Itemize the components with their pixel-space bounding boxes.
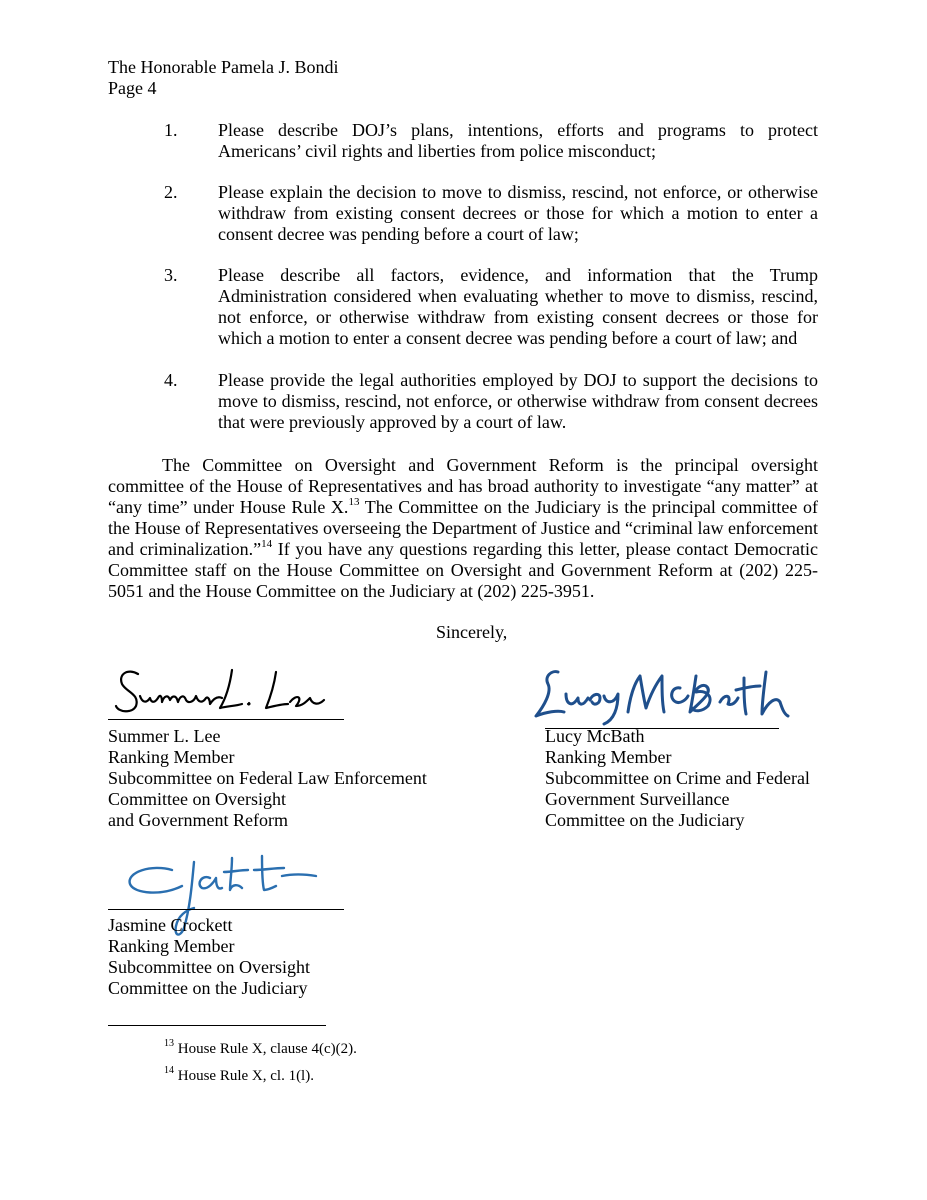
addressee-line: The Honorable Pamela J. Bondi [108, 57, 339, 77]
page-number: Page 4 [108, 78, 157, 98]
request-number: 3. [164, 265, 178, 285]
signatory-committee-cont: and Government Reform [108, 810, 288, 830]
footnote-text: House Rule X, cl. 1(l). [174, 1068, 314, 1084]
footnote-number: 13 [164, 1038, 174, 1049]
signature-mcbath [530, 662, 792, 730]
signatory-committee: Committee on Oversight [108, 789, 286, 809]
signatory-committee: Committee on the Judiciary [545, 810, 745, 830]
signatory-name: Jasmine Crockett [108, 915, 233, 935]
body-text-3: If you have any questions regarding this letter, please contact Democratic Committee staff on the House Committee on Oversight and Government Reform at (202) 225-5051 and the House Committee on the Judiciary at (202) 225-3951. [108, 539, 818, 601]
body-paragraph [108, 455, 818, 602]
request-text: Please explain the decision to move to dismiss, rescind, not enforce, or otherwise withdraw from existing consent decrees or those for which a motion to enter a consent decree was pending before a court of law; [218, 182, 818, 244]
footnote-number: 14 [164, 1065, 174, 1076]
request-text: Please describe DOJ’s plans, intentions, efforts and programs to protect Americans’ civil rights and liberties from police misconduct; [218, 120, 818, 161]
request-number: 1. [164, 120, 178, 140]
footnote-14 [164, 1065, 314, 1085]
body-text-1: The Committee on Oversight and Government Reform is the principal oversight committee of the House of Representatives and has broad authority to investigate “any matter” at “any time” under House Rule X. [108, 455, 818, 517]
footnote-ref-13: 13 [348, 496, 360, 508]
signatory-lee [108, 726, 427, 831]
request-text: Please provide the legal authorities employed by DOJ to support the decisions to move to dismiss, rescind, not enforce, or otherwise withdraw from consent decrees that were previously approved by a court of law. [218, 370, 818, 432]
signatory-title: Ranking Member [545, 747, 672, 767]
signatory-committee: Committee on the Judiciary [108, 978, 308, 998]
footnote-13 [164, 1038, 357, 1058]
signatory-subcommittee: Subcommittee on Federal Law Enforcement [108, 768, 427, 788]
signature-line-lee [108, 719, 344, 720]
signatory-mcbath [545, 726, 810, 831]
footnote-ref-14: 14 [261, 538, 273, 550]
footnote-separator [108, 1025, 326, 1026]
signature-lee [110, 662, 340, 720]
body-text-2: The Committee on the Judiciary is the principal committee of the House of Representatives overseeing the Department of Justice and “criminal law enforcement and criminalization.” [108, 497, 818, 559]
closing-sincerely: Sincerely, [436, 622, 508, 642]
request-number: 4. [164, 370, 178, 390]
signatory-subcommittee: Subcommittee on Oversight [108, 957, 310, 977]
request-text: Please describe all factors, evidence, and information that the Trump Administration considered when evaluating whether to move to dismiss, rescind, not enforce, or otherwise withdraw from existing consent decrees or those for which a motion to enter a consent decree was pending before a court of law; and [218, 265, 818, 348]
signatory-subcommittee-cont: Government Surveillance [545, 789, 730, 809]
signatory-name: Summer L. Lee [108, 726, 221, 746]
signature-line-crockett [108, 909, 344, 910]
request-number: 2. [164, 182, 178, 202]
signatory-title: Ranking Member [108, 936, 235, 956]
signatory-name: Lucy McBath [545, 726, 645, 746]
signatory-title: Ranking Member [108, 747, 235, 767]
footnote-text: House Rule X, clause 4(c)(2). [174, 1041, 357, 1057]
signatory-subcommittee: Subcommittee on Crime and Federal [545, 768, 810, 788]
signatory-crockett [108, 915, 310, 999]
